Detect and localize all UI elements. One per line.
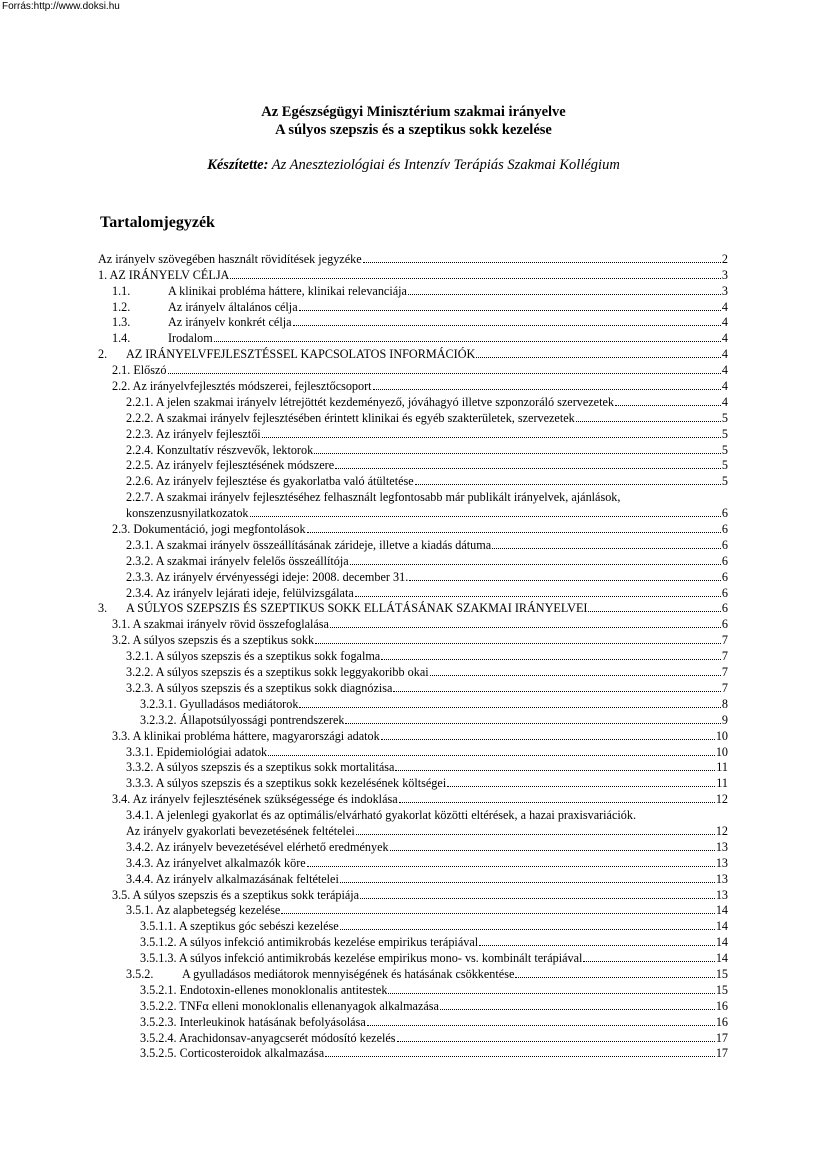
toc-page-number: 9 (721, 712, 728, 727)
toc-entry-text (112, 617, 329, 632)
toc-page-number: 16 (715, 1014, 728, 1029)
toc-leader-dots (360, 898, 715, 899)
toc-entry-title: 3.5.2.5. Corticosteroidok alkalmazása (140, 1046, 325, 1061)
toc-entry[interactable] (98, 346, 728, 362)
table-of-contents (98, 251, 728, 1061)
toc-page-number: 7 (721, 649, 728, 664)
toc-page-number: 6 (721, 553, 728, 568)
toc-leader-dots (408, 294, 721, 295)
toc-entry-title: 3.5. A súlyos szepszis és a szeptikus sokk terápiája (112, 887, 360, 902)
toc-leader-dots (447, 786, 715, 787)
toc-page-number: 5 (721, 458, 728, 473)
toc-entry-title: 3.5.1.2. A súlyos infekció antimikrobás kezelése empirikus terápiával (140, 935, 479, 950)
toc-entry[interactable] (98, 648, 728, 664)
toc-leader-dots (299, 310, 721, 311)
toc-entry-title: 3.1. A szakmai irányelv rövid összefoglalása (112, 617, 329, 632)
toc-entry[interactable] (98, 394, 728, 410)
toc-page-number: 4 (721, 379, 728, 394)
toc-entry-text (126, 745, 267, 760)
toc-entry[interactable] (98, 823, 728, 839)
toc-entry[interactable] (98, 728, 728, 744)
toc-entry-text (140, 697, 298, 712)
toc-entry-text (112, 363, 167, 378)
toc-leader-dots (356, 834, 715, 835)
toc-leader-dots (492, 548, 721, 549)
toc-entry-title: 3.5.1.1. A szeptikus góc sebészi kezelése (140, 919, 339, 934)
toc-entry[interactable] (98, 616, 728, 632)
toc-entry-text (112, 633, 314, 648)
toc-entry-text (126, 443, 313, 458)
toc-entry-number: 3. (98, 601, 108, 616)
toc-entry[interactable] (98, 1030, 728, 1046)
toc-entry-title: 3.3. A klinikai probléma háttere, magyarországi adatok (112, 728, 380, 743)
toc-leader-dots (262, 437, 721, 438)
toc-entry-text (126, 681, 392, 696)
toc-leader-dots (335, 468, 721, 469)
toc-entry-text (140, 919, 339, 934)
toc-entry-text (126, 840, 389, 855)
toc-entry[interactable] (98, 553, 728, 569)
toc-entry-text (140, 1031, 396, 1046)
toc-entry-title: 2.2.3. Az irányelv fejlesztői (126, 426, 261, 441)
toc-entry-title: 3.5.1.3. A súlyos infekció antimikrobás kezelése empirikus mono- vs. kombinált terápiával (140, 951, 583, 966)
toc-entry-text (140, 983, 387, 998)
toc-leader-dots (399, 802, 715, 803)
toc-page-number: 15 (715, 966, 728, 981)
toc-page-number: 11 (716, 760, 728, 775)
toc-entry-text (126, 824, 355, 839)
toc-entry-text (126, 856, 306, 871)
toc-entry[interactable] (98, 966, 728, 982)
document-title: Az Egészségügyi Minisztérium szakmai irányelve (261, 104, 566, 120)
toc-entry[interactable] (98, 712, 728, 728)
toc-page-number: 7 (721, 633, 728, 648)
toc-entry[interactable] (98, 315, 728, 331)
toc-entry-title: konszenzusnyilatkozatok (126, 506, 249, 521)
toc-entry[interactable] (98, 426, 728, 442)
toc-leader-dots (415, 484, 721, 485)
toc-entry-text (126, 760, 394, 775)
title-block (0, 103, 827, 139)
toc-page-number: 6 (721, 569, 728, 584)
toc-entry-title: 3.4. Az irányelv fejlesztésének szükségessége és indoklása (112, 792, 398, 807)
toc-leader-dots (381, 739, 715, 740)
toc-entry-title: 3.5.1. Az alapbetegség kezelése (126, 903, 281, 918)
toc-entry-text (126, 872, 339, 887)
toc-entry-title: 3.4.3. Az irányelvet alkalmazók köre (126, 855, 306, 870)
toc-entry-title: Az irányelv gyakorlati bevezetésének feltételei (126, 823, 355, 838)
author-name: Az Aneszteziológiai és Intenzív Terápiás Szakmai Kollégium (271, 157, 620, 173)
toc-entry-text (98, 252, 362, 267)
toc-entry-text (126, 395, 614, 410)
toc-page-number: 5 (721, 410, 728, 425)
toc-entry-text (126, 649, 380, 664)
toc-entry-text (126, 586, 354, 601)
toc-leader-dots (168, 373, 721, 374)
toc-entry-title: 2.2.4. Konzultatív részvevők, lektorok (126, 442, 314, 457)
toc-entry-title: 2.2.6. Az irányelv fejlesztése és gyakorlatba való átültetése (126, 474, 414, 489)
toc-entry[interactable] (98, 998, 728, 1014)
toc-leader-dots (355, 596, 721, 597)
toc-leader-dots (576, 421, 721, 422)
toc-page-number: 17 (715, 1030, 728, 1045)
toc-entry-text (126, 554, 349, 569)
toc-entry[interactable] (98, 775, 728, 791)
toc-leader-dots (515, 977, 714, 978)
toc-entry-title: 3.2. A súlyos szepszis és a szeptikus sokk (112, 633, 315, 648)
toc-entry-number: 2. (98, 347, 108, 362)
toc-entry-text (112, 888, 359, 903)
toc-leader-dots (381, 659, 721, 660)
toc-leader-dots (390, 850, 715, 851)
toc-leader-dots (367, 1025, 715, 1026)
toc-entry[interactable] (98, 760, 728, 776)
toc-entry-title: 3.3.3. A súlyos szepszis és a szeptikus sokk kezelésének költségei (126, 776, 447, 791)
author-line (0, 157, 827, 174)
toc-page-number: 14 (715, 951, 728, 966)
toc-page-number: 10 (715, 728, 728, 743)
toc-leader-dots (293, 325, 721, 326)
toc-entry[interactable] (98, 489, 728, 505)
toc-leader-dots (230, 278, 721, 279)
toc-page-number: 15 (715, 982, 728, 997)
toc-page-number: 6 (721, 601, 728, 616)
toc-leader-dots (397, 1041, 715, 1042)
toc-page-number: 3 (721, 283, 728, 298)
toc-entry-title: AZ IRÁNYELVFEJLESZTÉSSEL KAPCSOLATOS INFORMÁCIÓK (126, 347, 476, 362)
toc-entry[interactable] (98, 839, 728, 855)
toc-page-number: 14 (715, 903, 728, 918)
toc-page-number: 10 (715, 744, 728, 759)
toc-entry[interactable] (98, 934, 728, 950)
toc-page-number: 6 (721, 617, 728, 632)
toc-page-number: 8 (721, 696, 728, 711)
toc-leader-dots (440, 1009, 715, 1010)
toc-entry-text (126, 427, 261, 442)
toc-entry-text (126, 474, 414, 489)
toc-page-number: 6 (721, 537, 728, 552)
toc-entry-title: 3.5.2.1. Endotoxin-ellenes monoklonalis antitestek (140, 982, 388, 997)
toc-entry[interactable] (98, 299, 728, 315)
toc-leader-dots (314, 453, 721, 454)
toc-page-number: 14 (715, 919, 728, 934)
toc-entry-title: 3.5.2.4. Arachidonsav-anyagcserét módosító kezelés (140, 1030, 396, 1045)
toc-entry-text (98, 347, 475, 362)
toc-entry[interactable] (98, 744, 728, 760)
toc-entry-text (112, 284, 407, 299)
document-subtitle: A súlyos szepszis és a szeptikus sokk kezelése (275, 122, 552, 138)
toc-entry-text (126, 776, 446, 791)
toc-entry[interactable] (98, 791, 728, 807)
author-label: Készítette: (207, 157, 269, 173)
toc-entry[interactable] (98, 330, 728, 346)
toc-entry-text (140, 1015, 366, 1030)
toc-page-number: 5 (721, 442, 728, 457)
toc-entry[interactable] (98, 505, 728, 521)
toc-entry-title: 2.2.5. Az irányelv fejlesztésének módszere (126, 458, 335, 473)
toc-entry-number: 1.4. (112, 331, 131, 346)
toc-entry-title: Az irányelv általános célja (168, 299, 298, 314)
toc-entry-title: 2.2.1. A jelen szakmai irányelv létrejöttét kezdeményező, jóváhagyó illetve szponzoráló szervezetek (126, 394, 614, 409)
toc-entry[interactable] (98, 918, 728, 934)
toc-page-number: 11 (716, 776, 728, 791)
toc-leader-dots (307, 532, 721, 533)
toc-entry-title: 3.2.3.1. Gyulladásos mediátorok (140, 696, 299, 711)
toc-leader-dots (615, 405, 721, 406)
toc-entry-text (126, 411, 575, 426)
toc-page-number: 4 (721, 315, 728, 330)
toc-entry-text (140, 999, 439, 1014)
toc-entry-title: 2.3.2. A szakmai irányelv felelős összeállítója (126, 553, 349, 568)
toc-entry[interactable] (98, 680, 728, 696)
toc-entry-title: Irodalom (168, 331, 213, 346)
toc-page-number: 13 (715, 887, 728, 902)
toc-entry-text (126, 506, 249, 521)
toc-entry-title: 3.4.2. Az irányelv bevezetésével elérhető eredmények (126, 839, 389, 854)
toc-entry-text (126, 665, 429, 680)
toc-page-number: 5 (721, 426, 728, 441)
toc-leader-dots (330, 627, 721, 628)
toc-leader-dots (340, 882, 715, 883)
toc-entry[interactable] (98, 855, 728, 871)
toc-leader-dots (393, 691, 721, 692)
toc-entry-number: 1.1. (112, 283, 131, 298)
toc-entry[interactable] (98, 982, 728, 998)
toc-page-number: 14 (715, 935, 728, 950)
toc-entry[interactable] (98, 521, 728, 537)
toc-entry-title: 2.3.4. Az irányelv lejárati ideje, felülvizsgálata (126, 585, 354, 600)
toc-entry-text (140, 951, 582, 966)
toc-entry[interactable] (98, 442, 728, 458)
toc-entry-title: 3.4.4. Az irányelv alkalmazásának feltételei (126, 871, 339, 886)
toc-leader-dots (583, 961, 714, 962)
toc-page-number: 13 (715, 871, 728, 886)
toc-entry-text (112, 300, 298, 315)
toc-page-number: 6 (721, 585, 728, 600)
toc-page-number: 2 (721, 251, 728, 266)
toc-leader-dots (476, 357, 721, 358)
toc-entry-title: 3.2.3.2. Állapotsúlyossági pontrendszerek (140, 712, 345, 727)
toc-entry-title: 3.3.1. Epidemiológiai adatok (126, 744, 268, 759)
toc-entry[interactable] (98, 283, 728, 299)
toc-entry-text (98, 601, 587, 616)
toc-entry-text (112, 315, 292, 330)
toc-leader-dots (340, 929, 715, 930)
toc-entry-title: 3.3.2. A súlyos szepszis és a szeptikus sokk mortalitása (126, 760, 395, 775)
toc-leader-dots (350, 564, 721, 565)
toc-leader-dots (281, 913, 715, 914)
toc-heading: Tartalomjegyzék (100, 214, 215, 231)
toc-entry[interactable] (98, 601, 728, 617)
toc-entry[interactable] (98, 871, 728, 887)
toc-page-number: 5 (721, 474, 728, 489)
toc-entry-title: 2.1. Előszó (112, 363, 167, 378)
toc-entry[interactable] (98, 887, 728, 903)
toc-leader-dots (268, 755, 715, 756)
toc-entry[interactable] (98, 410, 728, 426)
toc-page-number: 3 (721, 267, 728, 282)
toc-page-number: 12 (715, 792, 728, 807)
toc-leader-dots (588, 611, 720, 612)
toc-leader-dots (373, 389, 721, 390)
toc-page-number: 4 (721, 299, 728, 314)
toc-entry-text (112, 729, 380, 744)
toc-leader-dots (307, 866, 715, 867)
toc-page-number: 4 (721, 394, 728, 409)
toc-entry-number: 3.5.2. (126, 966, 154, 981)
toc-leader-dots (325, 1056, 715, 1057)
toc-entry-title: 3.4.1. A jelenlegi gyakorlat és az optimális/elvárható gyakorlat közötti eltérések, a hazai praxisvariációk. (126, 808, 636, 823)
toc-entry-title: 1. AZ IRÁNYELV CÉLJA (98, 267, 230, 282)
toc-entry[interactable] (98, 569, 728, 585)
toc-entry-title: 2.2.2. A szakmai irányelv fejlesztésében érintett klinikai és egyéb szakterületek, szervezetek (126, 410, 575, 425)
toc-entry[interactable] (98, 807, 728, 823)
toc-page-number: 16 (715, 998, 728, 1013)
toc-entry[interactable] (98, 585, 728, 601)
toc-page-number: 12 (715, 823, 728, 838)
toc-page-number: 6 (721, 506, 728, 521)
toc-leader-dots (388, 993, 714, 994)
toc-entry-title: 3.2.1. A súlyos szepszis és a szeptikus sokk fogalma (126, 649, 381, 664)
toc-leader-dots (299, 707, 720, 708)
toc-entry-title: A gyulladásos mediátorok mennyiségének és hatásának csökkentése (182, 966, 515, 981)
toc-entry-title: Az irányelv konkrét célja (168, 315, 292, 330)
toc-entry[interactable] (98, 267, 728, 283)
toc-entry-title: 3.5.2.3. Interleukinok hatásának befolyásolása (140, 1014, 366, 1029)
toc-entry-title: A SÚLYOS SZEPSZIS ÉS SZEPTIKUS SOKK ELLÁTÁSÁNAK SZAKMAI IRÁNYELVEI (126, 601, 588, 616)
toc-entry-text (126, 808, 636, 823)
toc-entry[interactable] (98, 378, 728, 394)
toc-page-number: 6 (721, 522, 728, 537)
toc-entry-text (112, 331, 213, 346)
toc-entry-title: 2.2.7. A szakmai irányelv fejlesztéséhez felhasznált legfontosabb már publikált irányelvek, ajánlások, (126, 490, 621, 505)
toc-entry-number: 1.2. (112, 299, 131, 314)
toc-entry[interactable] (98, 537, 728, 553)
toc-entry[interactable] (98, 1046, 728, 1062)
toc-entry[interactable] (98, 632, 728, 648)
toc-page-number: 4 (721, 363, 728, 378)
toc-leader-dots (214, 341, 721, 342)
toc-entry[interactable] (98, 362, 728, 378)
toc-page-number: 7 (721, 680, 728, 695)
source-label[interactable]: Forrás:http://www.doksi.hu (2, 1, 120, 12)
toc-page-number: 17 (715, 1046, 728, 1061)
toc-entry-title: 2.3.3. Az irányelv érvényességi ideje: 2008. december 31. (126, 569, 409, 584)
toc-entry[interactable] (98, 903, 728, 919)
toc-entry-text (140, 1046, 324, 1061)
toc-entry-text (126, 570, 408, 585)
toc-entry-title: 3.5.2.2. TNFα elleni monoklonalis ellenanyagok alkalmazása (140, 998, 439, 1013)
toc-leader-dots (250, 516, 721, 517)
toc-entry-number: 1.3. (112, 315, 131, 330)
toc-entry-text (126, 903, 280, 918)
toc-entry-text (112, 792, 398, 807)
toc-entry-text (126, 967, 514, 982)
toc-leader-dots (395, 770, 715, 771)
toc-entry[interactable] (98, 664, 728, 680)
toc-entry[interactable] (98, 696, 728, 712)
toc-entry-text (112, 379, 372, 394)
toc-entry-text (140, 713, 344, 728)
toc-entry-title: 3.2.2. A súlyos szepszis és a szeptikus sokk leggyakoribb okai (126, 665, 429, 680)
toc-entry-text (126, 490, 620, 505)
toc-page-number: 4 (721, 347, 728, 362)
toc-leader-dots (315, 643, 721, 644)
toc-entry-text (126, 458, 334, 473)
toc-leader-dots (479, 945, 715, 946)
toc-page-number: 13 (715, 855, 728, 870)
toc-entry-title: A klinikai probléma háttere, klinikai relevanciája (168, 283, 407, 298)
toc-entry[interactable] (98, 473, 728, 489)
toc-leader-dots (430, 675, 721, 676)
toc-page-number: 7 (721, 665, 728, 680)
toc-entry-text (126, 538, 491, 553)
toc-leader-dots (409, 580, 721, 581)
toc-entry-text (140, 935, 478, 950)
toc-page-number: 4 (721, 331, 728, 346)
toc-entry[interactable] (98, 458, 728, 474)
toc-entry-title: Az irányelv szövegében használt rövidítések jegyzéke (98, 251, 362, 266)
toc-entry[interactable] (98, 251, 728, 267)
toc-entry[interactable] (98, 950, 728, 966)
toc-entry-text (112, 522, 306, 537)
toc-entry-title: 2.3.1. A szakmai irányelv összeállításának zárideje, illetve a kiadás dátuma (126, 537, 492, 552)
toc-leader-dots (345, 723, 720, 724)
toc-entry-title: 2.3. Dokumentáció, jogi megfontolások (112, 522, 306, 537)
toc-entry-title: 2.2. Az irányelvfejlesztés módszerei, fejlesztőcsoport (112, 379, 372, 394)
toc-leader-dots (363, 262, 721, 263)
toc-entry-text (98, 268, 229, 283)
toc-entry[interactable] (98, 1014, 728, 1030)
toc-page-number: 13 (715, 839, 728, 854)
toc-entry-title: 3.2.3. A súlyos szepszis és a szeptikus sokk diagnózisa (126, 680, 393, 695)
